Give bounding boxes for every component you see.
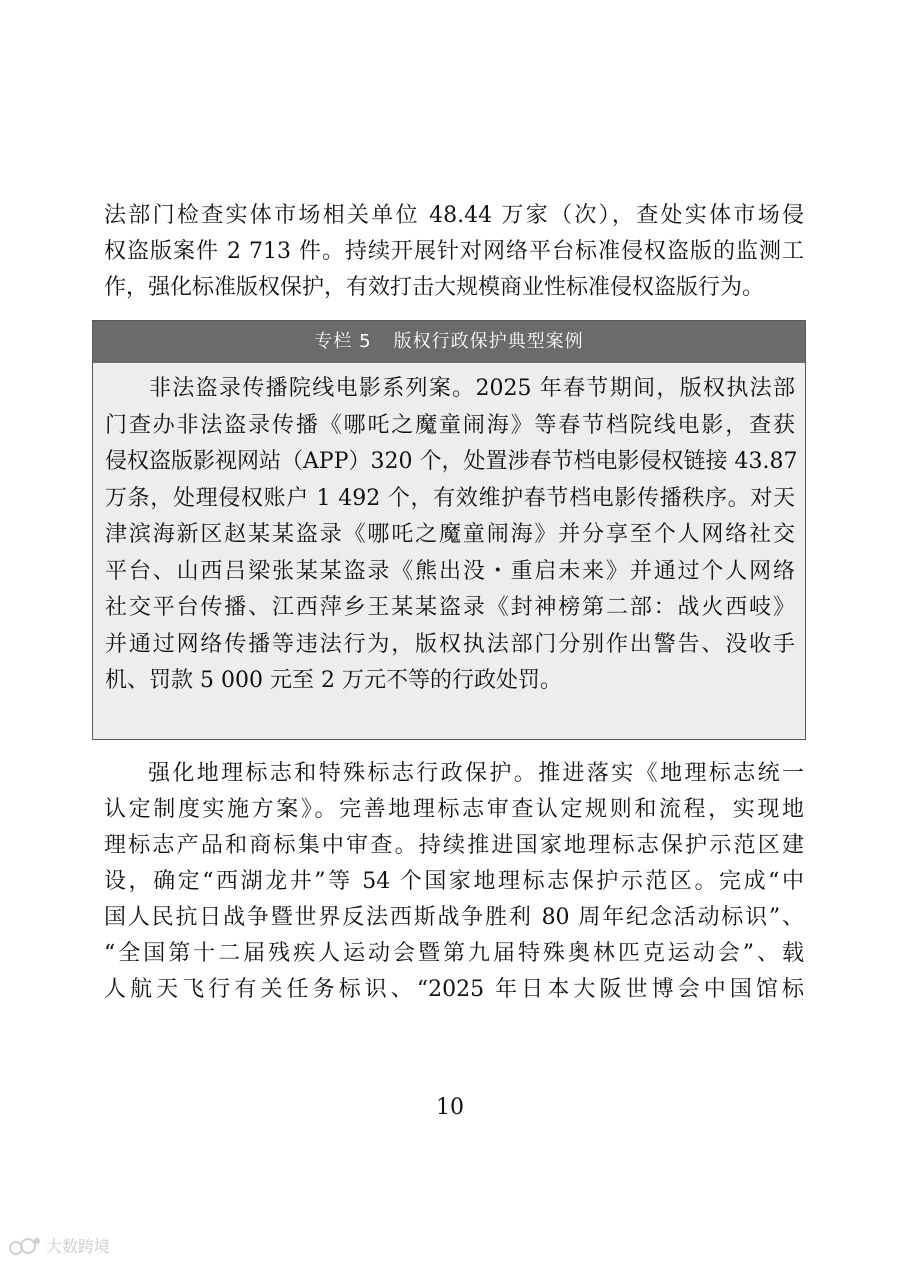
paragraph-line: 国人民抗日战争暨世界反法西斯战争胜利 80 周年纪念活动标识”、 [104,905,804,930]
case-box-title: 版权行政保护典型案例 [393,331,584,352]
paragraph-line: 设，确定“西湖龙井”等 54 个国家地理标志保护示范区。完成“中 [104,869,804,894]
paragraph-line: 作，强化标准版权保护，有效打击大规模商业性标准侵权盗版行为。 [104,275,765,300]
watermark [8,1234,110,1257]
paragraph-line: 理标志产品和商标集中审查。持续推进国家地理标志保护示范区建 [104,833,804,858]
case-line: 万条，处理侵权账户 1 492 个，有效维护春节档电影传播秩序。对天 [105,485,795,511]
case-box-header [93,321,805,363]
paragraph-line: 法部门检查实体市场相关单位 48.44 万家（次），查处实体市场侵 [104,203,804,228]
watermark-logo-icon [8,1235,42,1257]
case-line: 社交平台传播、江西萍乡王某某盗录《封神榜第二部：战火西岐》 [105,595,795,620]
paragraph-line: “全国第十二届残疾人运动会暨第九届特殊奥林匹克运动会”、载 [104,941,804,966]
case-line: 津滨海新区赵某某盗录《哪吒之魔童闹海》并分享至个人网络社交 [105,522,795,547]
page-number: 10 [436,1095,464,1120]
case-line: 侵权盗版影视网站（APP）320 个，处置涉春节档电影侵权链接 43.87 [105,449,798,474]
case-line: 非法盗录传播院线电影系列案。2025 年春节期间，版权执法部 [149,376,795,401]
paragraph-2 [104,756,804,1008]
paragraph-line: 权盗版案件 2 713 件。持续开展针对网络平台标准侵权盗版的监测工 [104,239,804,264]
paragraph-1 [104,198,804,306]
paragraph-line: 强化地理标志和特殊标志行政保护。推进落实《地理标志统一 [148,761,804,786]
paragraph-line: 人航天飞行有关任务标识、“2025 年日本大阪世博会中国馆标 [104,977,804,1002]
case-box-label: 专栏 5 [314,331,372,352]
case-box [92,320,806,740]
case-line: 平台、山西吕梁张某某盗录《熊出没・重启未来》并通过个人网络 [105,558,795,584]
case-line: 门查办非法盗录传播《哪吒之魔童闹海》等春节档院线电影，查获 [105,412,795,438]
paragraph-line: 认定制度实施方案》。完善地理标志审查认定规则和流程，实现地 [104,797,804,822]
case-line: 并通过网络传播等违法行为，版权执法部门分别作出警告、没收手 [105,631,795,657]
case-box-body [105,371,798,700]
watermark-text: 大数跨境 [46,1237,111,1256]
case-line: 机、罚款 5 000 元至 2 万元不等的行政处罚。 [105,668,562,693]
